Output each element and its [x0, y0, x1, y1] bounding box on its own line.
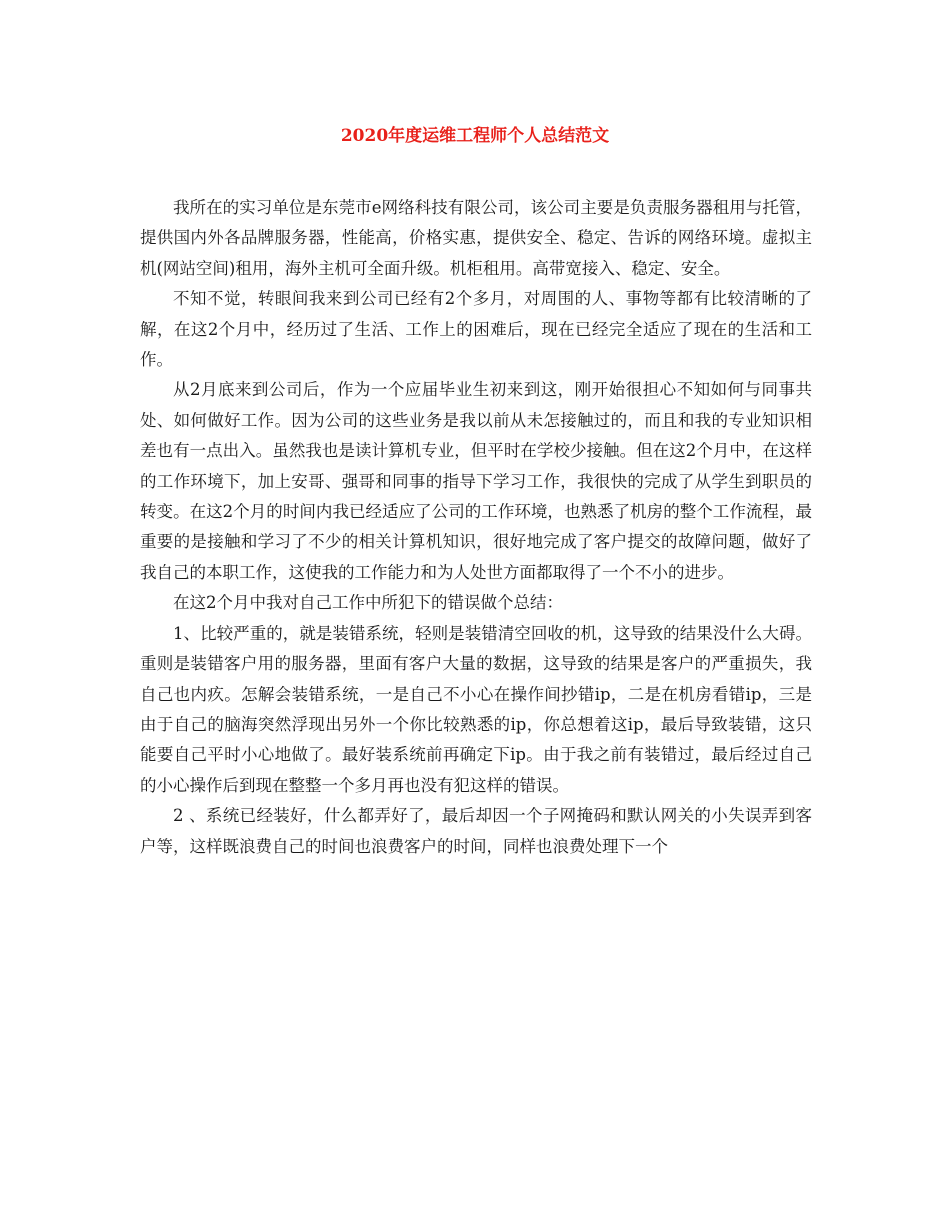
paragraph-mistakes-summary: 在这2个月中我对自己工作中所犯下的错误做个总结： [173, 593, 563, 613]
paragraph-mistake-2: 2 、系统已经装好，什么都弄好了，最后却因一个子网掩码和默认网关的小失误弄到客户等，这样既浪费自己的时间也浪费客户的时间，同样也浪费处理下一个 [140, 806, 812, 856]
paragraph-since-february: 从2月底来到公司后，作为一个应届毕业生初来到这，刚开始很担心不知如何与同事共处、如何做好工作。因为公司的这些业务是我以前从未怎接触过的，而且和我的专业知识相差也有一点出入。虽然我也是读计算机专业，但平时在学校少接触。但在这2个月中，在这样的工作环境下，加上安哥、强哥和同事的指导下学习工作，我很快的完成了从学生到职员的转变。在这2个月的时间内我已经适应了公司的工作环境，也熟悉了机房的整个工作流程，最重要的是接触和学习了不少的相关计算机知识，很好地完成了客户提交的故障问题，做好了我自己的本职工作，这使我的工作能力和为人处世方面都取得了一个不小的进步。 [140, 380, 812, 582]
document-title: 2020年度运维工程师个人总结范文 [340, 126, 610, 146]
paragraph-mistake-1: 1、比较严重的，就是装错系统，轻则是装错清空回收的机，这导致的结果没什么大碍。重则是装错客户用的服务器，里面有客户大量的数据，这导致的结果是客户的严重损失，我自己也内疚。怎解会装错系统，一是自己不小心在操作间抄错ip，二是在机房看错ip，三是由于自己的脑海突然浮现出另外一个你比较熟悉的ip，你总想着这ip，最后导致装错，这只能要自己平时小心地做了。最好装系统前再确定下ip。由于我之前有装错过，最后经过自己的小心操作后到现在整整一个多月再也没有犯这样的错误。 [140, 623, 812, 795]
document-body [140, 193, 812, 862]
paragraph-two-months: 不知不觉，转眼间我来到公司已经有2个多月，对周围的人、事物等都有比较清晰的了解，在这2个月中，经历过了生活、工作上的困难后，现在已经完全适应了现在的生活和工作。 [140, 289, 812, 370]
paragraph-intro: 我所在的实习单位是东莞市e网络科技有限公司，该公司主要是负责服务器租用与托管，提供国内外各品牌服务器，性能高，价格实惠，提供安全、稳定、告诉的网络环境。虚拟主机(网站空间)租用，海外主机可全面升级。机柜租用。高带宽接入、稳定、安全。 [140, 198, 812, 278]
